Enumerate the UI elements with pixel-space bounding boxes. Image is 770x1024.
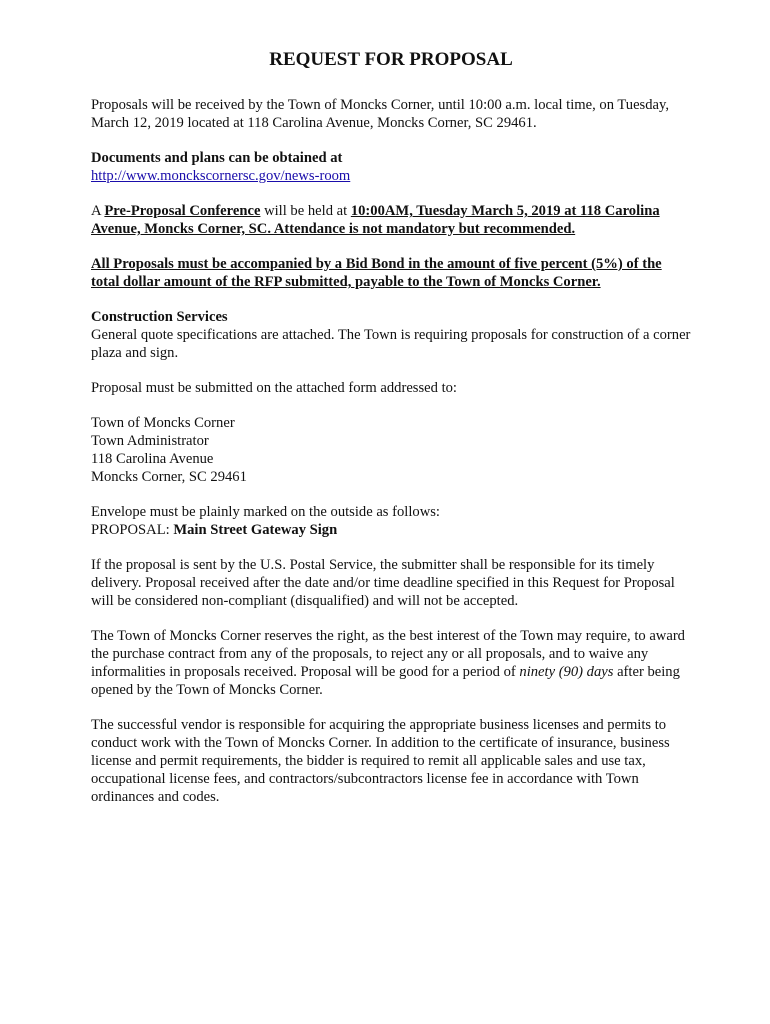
rights-text: The Town of Moncks Corner reserves the right, as the best interest of the Town may require, to award the purchase contract from any of the proposals, to reject any or all proposals, and to waive any informalities in proposals received. Proposal will be good for a period of: [91, 628, 685, 680]
address-line-1: Town of Moncks Corner: [91, 415, 235, 431]
document-page: [91, 48, 691, 823]
address-line-3: 118 Carolina Avenue: [91, 451, 214, 467]
documents-heading: Documents and plans can be obtained at: [91, 150, 343, 166]
submit-note: Proposal must be submitted on the attached form addressed to:: [91, 380, 457, 396]
vendor-paragraph: The successful vendor is responsible for acquiring the appropriate business licenses and permits to conduct work with the Town of Moncks Corner. In addition to the certificate of insurance, business license and permit requirements, the bidder is required to remit all applicable sales and use tax, occupational license fees, and contractors/subcontractors license fee in accordance with Town ordinances and codes.: [91, 717, 670, 805]
conference-prefix: A: [91, 203, 105, 219]
intro-paragraph: Proposals will be received by the Town of Moncks Corner, until 10:00 a.m. local time, on Tuesday, March 12, 2019 located at 118 Carolina Avenue, Moncks Corner, SC 29461.: [91, 97, 670, 131]
rights-paragraph: [91, 627, 691, 699]
envelope-section: [91, 503, 691, 539]
document-title: REQUEST FOR PROPOSAL: [269, 49, 513, 70]
envelope-text: Envelope must be plainly marked on the outside as follows:: [91, 504, 440, 520]
conference-name: Pre-Proposal Conference: [104, 203, 261, 219]
conference-paragraph: [91, 202, 691, 238]
envelope-marking: [91, 521, 691, 539]
postal-paragraph: If the proposal is sent by the U.S. Postal Service, the submitter shall be responsible for its timely delivery. Proposal received after the date and/or time deadline specified in this Request for Proposal will be considered non-compliant (disqualified) and will not be accepted.: [91, 557, 675, 609]
bid-bond-paragraph: All Proposals must be accompanied by a Bid Bond in the amount of five percent (5%) of the total dollar amount of the RFP submitted, payable to the Town of Moncks Corner.: [91, 256, 662, 290]
documents-link[interactable]: http://www.monckscornersc.gov/news-room: [91, 168, 351, 184]
rights-suffix: after being opened by the Town of Moncks Corner.: [91, 664, 680, 698]
documents-section: [91, 149, 691, 185]
construction-heading: Construction Services: [91, 309, 228, 325]
construction-text: General quote specifications are attached. The Town is requiring proposals for construction of a corner plaza and sign.: [91, 327, 691, 361]
address-line-2: Town Administrator: [91, 433, 209, 449]
envelope-value: Main Street Gateway Sign: [173, 522, 338, 538]
conference-details: 10:00AM, Tuesday March 5, 2019 at 118 Carolina Avenue, Moncks Corner, SC. Attendance is not mandatory but recommended.: [91, 203, 660, 237]
envelope-label: PROPOSAL:: [91, 522, 174, 538]
construction-section: [91, 308, 691, 362]
address-line-4: Moncks Corner, SC 29461: [91, 469, 247, 485]
address-block: [91, 414, 691, 486]
rights-period: ninety (90) days: [519, 664, 614, 680]
conference-middle: will be held at: [260, 203, 351, 219]
